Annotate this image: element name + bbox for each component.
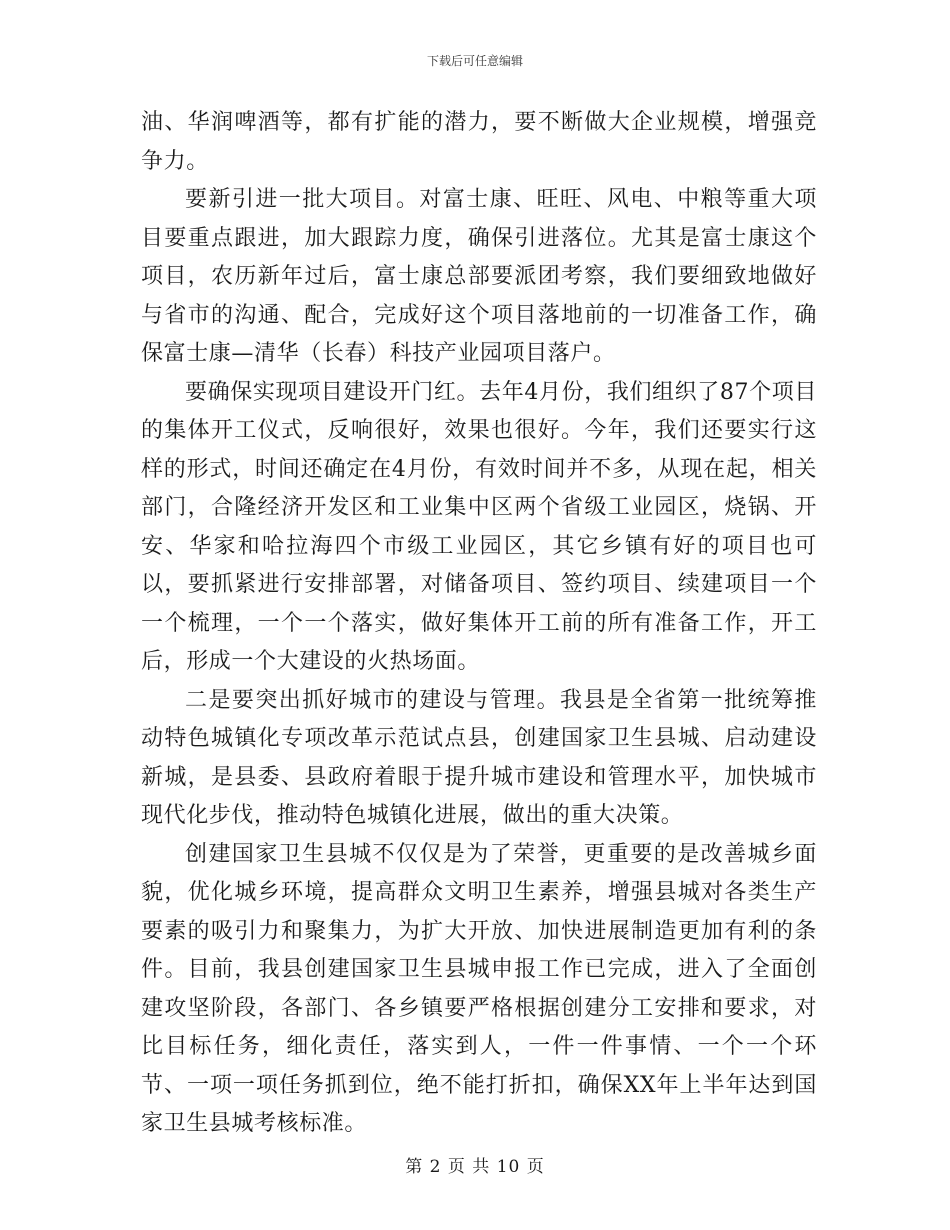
document-body (141, 104, 817, 1144)
paragraph-new-projects: 要新引进一批大项目。对富士康、旺旺、风电、中粮等重大项目要重点跟进，加大跟踪力度，确保引进落位。尤其是富士康这个项目，农历新年过后，富士康总部要派团考察，我们要细致地做好与省市的沟通、配合，完成好这个项目落地前的一切准备工作，确保富士康—清华（长春）科技产业园项目落户。 (141, 187, 817, 366)
paragraph-project-launch: 要确保实现项目建设开门红。去年4月份，我们组织了87个项目的集体开工仪式，反响很好，效果也很好。今年，我们还要实行这样的形式，时间还确定在4月份，有效时间并不多，从现在起，相关部门，合隆经济开发区和工业集中区两个省级工业园区，烧锅、开安、华家和哈拉海四个市级工业园区，其它乡镇有好的项目也可以，要抓紧进行安排部署，对储备项目、签约项目、续建项目一个一个梳理，一个一个落实，做好集体开工前的所有准备工作，开工后，形成一个大建设的火热场面。 (141, 379, 817, 674)
paragraph-city-construction: 二是要突出抓好城市的建设与管理。我县是全省第一批统筹推动特色城镇化专项改革示范试点县，创建国家卫生县城、启动建设新城，是县委、县政府着眼于提升城市建设和管理水平，加快城市现代化步伐，推动特色城镇化进展，做出的重大决策。 (141, 687, 817, 828)
paragraph-sanitary-county: 创建国家卫生县城不仅仅是为了荣誉，更重要的是改善城乡面貌，优化城乡环境，提高群众文明卫生素养，增强县城对各类生产要素的吸引力和聚集力，为扩大开放、加快进展制造更加有利的条件。目前，我县创建国家卫生县城申报工作已完成，进入了全面创建攻坚阶段，各部门、各乡镇要严格根据创建分工安排和要求，对比目标任务，细化责任，落实到人，一件一件事情、一个一个环节、一项一项任务抓到位，绝不能打折扣，确保XX年上半年达到国家卫生县城考核标准。 (141, 841, 817, 1136)
paragraph-continuation: 油、华润啤酒等，都有扩能的潜力，要不断做大企业规模，增强竞争力。 (141, 110, 817, 174)
page-number: 第 2 页 共 10 页 (405, 1157, 545, 1177)
page-header-note: 下载后可任意编辑 (426, 54, 523, 68)
